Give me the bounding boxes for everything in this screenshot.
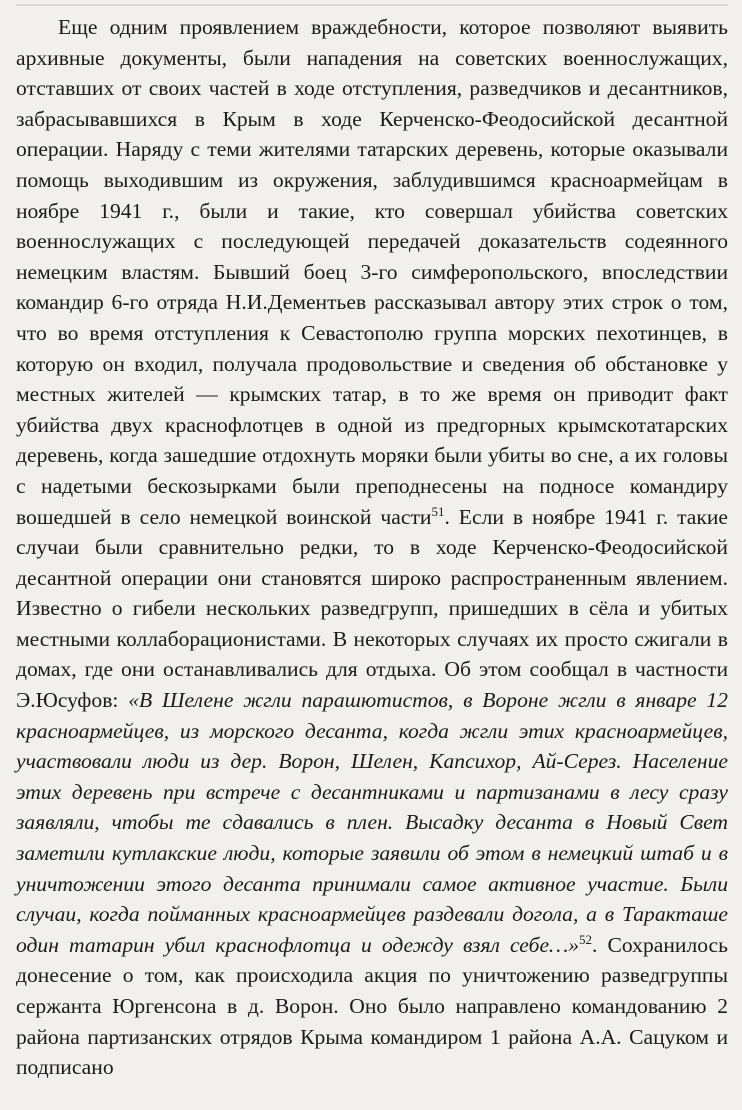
body-paragraph [16, 12, 728, 1083]
italic-quotation: «В Шелене жгли парашютистов, в Вороне жгли в январе 12 красноармейцев, из морского десанта, когда жгли этих красноармейцев, участвовали люди из дер. Ворон, Шелен, Капсихор, Ай-Серез. Население этих деревень при встрече с десантниками и партизанами в лесу сразу заявляли, чтобы те сдавались в плен. Высадку десанта в Новый Свет заметили кутлакские люди, которые заявили об этом в немецкий штаб и в уничтожении этого десанта принимали самое активное участие. Были случаи, когда пойманных красноармейцев раздевали догола, а в Таракташе один татарин убил краснофлотца и одежду взял себе…» [16, 688, 728, 957]
footnote-marker-51: 51 [431, 503, 445, 519]
paragraph-text-part-3: . Сохранилось донесение о том, как происходила акция по уничтожению разведгруппы сержанта Юргенсона в д. Ворон. Оно было направлено командованию 2 района партизанских отрядов Крыма командиром 1 района А.А. Сацуком и подписано [16, 932, 728, 1080]
footnote-marker-52: 52 [579, 931, 593, 947]
paragraph-text-part-1: Еще одним проявлением враждебности, которое позволяют выявить архивные документы, были нападения на советских военнослужащих, отставших от своих частей в ходе отступления, разведчиков и десантников, забрасывавшихся в Крым в ходе Керченско-Феодосийской десантной операции. Наряду с теми жителями татарских деревень, которые оказывали помощь выходившим из окружения, заблудившимся красноармейцам в ноябре 1941 г., были и такие, кто совершал убийства советских военнослужащих с последующей передачей доказательств содеянного немецким властям. Бывший боец 3-го симферопольского, впоследствии командир 6-го отряда Н.И.Дементьев рассказывал автору этих строк о том, что во время отступления к Севастополю группа морских пехотинцев, в которую он входил, получала продовольствие и сведения об обстановке у местных жителей — крымских татар, в то же время он приводит факт убийства двух краснофлотцев в одной из предгорных крымскотатарских деревень, когда зашедшие отдохнуть моряки были убиты во сне, а их головы с надетыми бескозырками были преподнесены на подносе командиру вошедшей в село немецкой воинской части [16, 15, 728, 529]
cropped-previous-line [16, 4, 728, 12]
paragraph-text-part-2: . Если в ноябре 1941 г. такие случаи были сравнительно редки, то в ходе Керченско-Феодосийской десантной операции они становятся широко распространенным явлением. Известно о гибели нескольких разведгрупп, пришедших в сёла и убитых местными коллаборационистами. В некоторых случаях их просто сжигали в домах, где они останавливались для отдыха. Об этом сообщал в частности Э.Юсуфов: [16, 504, 728, 713]
